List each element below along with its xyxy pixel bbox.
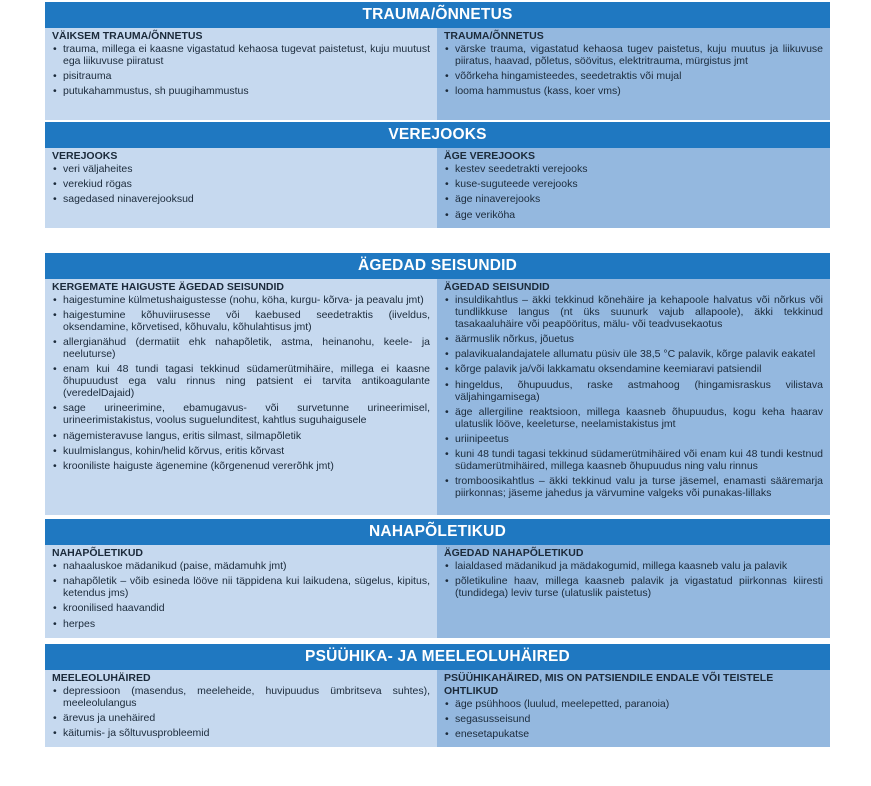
section-psuuhika: [45, 644, 830, 747]
item-list: [52, 44, 430, 98]
left-column: [45, 279, 437, 515]
column-title: PSÜÜHIKAHÄIRED, MIS ON PATSIENDILE ENDALE VÕI TEISTELE OHTLIKUD: [444, 672, 774, 697]
column-title: TRAUMA/ÕNNETUS: [444, 30, 544, 42]
list-item: • putukahammustus, sh puugihammustus: [52, 86, 430, 98]
list-item: • ärevus ja unehäired: [52, 713, 430, 725]
item-list: [444, 699, 823, 741]
section-header: VEREJOOKS: [45, 122, 830, 148]
right-column: [437, 545, 830, 638]
list-item: • herpes: [52, 619, 430, 631]
list-item: • allergianähud (dermatiit ehk nahapõletik, astma, heinanohu, keele- ja neeluturse): [52, 337, 430, 361]
list-item: • nägemisteravuse langus, eritis silmast, silmapõletik: [52, 431, 430, 443]
left-column: [45, 148, 437, 228]
left-column: [45, 545, 437, 638]
left-column: [45, 28, 437, 120]
section-nahapoletikud: [45, 519, 830, 638]
list-item: • krooniliste haiguste ägenemine (kõrgenenud vererõhk jmt): [52, 461, 430, 473]
list-item: • trauma, millega ei kaasne vigastatud kehaosa tugevat paistetust, kuju muutust ega liikuvuse piiratust: [52, 44, 430, 68]
list-item: • kestev seedetrakti verejooks: [444, 164, 823, 176]
section-header: NAHAPÕLETIKUD: [45, 519, 830, 545]
list-item: • äge allergiline reaktsioon, millega kaasneb õhupuudus, kogu keha haarav ulatuslik lööve, keeleturse, neelamistakistus jmt: [444, 407, 823, 431]
column-title: KERGEMATE HAIGUSTE ÄGEDAD SEISUNDID: [52, 281, 284, 293]
item-list: [444, 44, 823, 98]
list-item: • veri väljaheites: [52, 164, 430, 176]
list-item: • palavikualandajatele allumatu püsiv üle 38,5 °C palavik, kõrge palavik eakatel: [444, 349, 823, 361]
item-list: [52, 686, 430, 740]
right-column: [437, 148, 830, 228]
column-title: ÄGEDAD SEISUNDID: [444, 281, 550, 293]
list-item: • sagedased ninaverejooksud: [52, 194, 430, 206]
list-item: • nahapõletik – võib esineda lööve nii täppidena kui laikudena, sügelus, kipitus, ketendus jms): [52, 576, 430, 600]
list-item: • enam kui 48 tundi tagasi tekkinud südamerütmihäire, millega ei kaasne õhupuudust ega valu rinnus ning patsient ei tarvita antikoagulante (veredelDajaid): [52, 364, 430, 400]
item-list: [444, 561, 823, 600]
list-item: • looma hammustus (kass, koer vms): [444, 86, 823, 98]
column-title: VEREJOOKS: [52, 150, 118, 162]
column-title: ÄGEDAD NAHAPÕLETIKUD: [444, 547, 584, 559]
list-item: • kuni 48 tundi tagasi tekkinud südamerütmihäired või enam kui 48 tundi kestnud südamerütmihäired, millega kaasneb õhupuudus ning valu rinnus: [444, 449, 823, 473]
item-list: [444, 164, 823, 222]
column-title: NAHAPÕLETIKUD: [52, 547, 143, 559]
list-item: • enesetapukatse: [444, 729, 823, 741]
section-header: TRAUMA/ÕNNETUS: [45, 2, 830, 28]
left-column: [45, 670, 437, 747]
list-item: • äge veriköha: [444, 210, 823, 222]
list-item: • kroonilised haavandid: [52, 603, 430, 615]
list-item: • laialdased mädanikud ja mädakogumid, millega kaasneb valu ja palavik: [444, 561, 823, 573]
section-header: ÄGEDAD SEISUNDID: [45, 253, 830, 279]
list-item: • värske trauma, vigastatud kehaosa tugev paistetus, kuju muutus ja liikuvuse piiratus, haavad, põletus, söövitus, elektritrauma, mürgistus jmt: [444, 44, 823, 68]
list-item: • sage urineerimine, ebamugavus- või survetunne urineerimisel, urineerimistakistus, voolus suguelunditest, kahtlus suguhaigusele: [52, 403, 430, 427]
list-item: • segasusseisund: [444, 714, 823, 726]
right-column: [437, 279, 830, 515]
list-item: • pisitrauma: [52, 71, 430, 83]
item-list: [52, 164, 430, 206]
column-title: VÄIKSEM TRAUMA/ÕNNETUS: [52, 30, 203, 42]
section-verejooks: [45, 122, 830, 228]
section-agedad-seisundid: [45, 253, 830, 515]
list-item: • äärmuslik nõrkus, jõuetus: [444, 334, 823, 346]
list-item: • käitumis- ja sõltuvusprobleemid: [52, 728, 430, 740]
right-column: [437, 670, 830, 747]
list-item: • kõrge palavik ja/või lakkamatu oksendamine keemiaravi patsiendil: [444, 364, 823, 376]
list-item: • verekiud rögas: [52, 179, 430, 191]
item-list: [52, 295, 430, 473]
column-title: ÄGE VEREJOOKS: [444, 150, 536, 162]
list-item: • äge ninaverejooks: [444, 194, 823, 206]
section-trauma: [45, 2, 830, 120]
list-item: • tromboosikahtlus – äkki tekkinud valu ja turse jäsemel, enamasti sääremarja piirkonnas; jäseme jahedus ja värvumine valgeks või punakas-lillaks: [444, 476, 823, 500]
list-item: • depressioon (masendus, meeleheide, huvipuudus ümbritseva suhtes), meeleolulangus: [52, 686, 430, 710]
list-item: • haigestumine külmetushaigustesse (nohu, köha, kurgu- kõrva- ja peavalu jmt): [52, 295, 430, 307]
list-item: • põletikuline haav, millega kaasneb palavik ja vigastatud piirkonnas kiiresti (tundidega) leviv turse (ulatuslik paistetus): [444, 576, 823, 600]
section-header: PSÜÜHIKA- JA MEELEOLUHÄIRED: [45, 644, 830, 670]
list-item: • insuldikahtlus – äkki tekkinud kõnehäire ja kehapoole halvatus või nõrkus või tundlikkuse langus (nt üks suunurk vajub allapoole), äkki tekkinud tasakaaluhäire või peapööritus, mälu- või teadvusekaotus: [444, 295, 823, 331]
right-column: [437, 28, 830, 120]
list-item: • kuulmislangus, kohin/helid kõrvus, eritis kõrvast: [52, 446, 430, 458]
list-item: • kuse-suguteede verejooks: [444, 179, 823, 191]
list-item: • hingeldus, õhupuudus, raske astmahoog (hingamisraskus vilistava väljahingamisega): [444, 380, 823, 404]
list-item: • äge psühhoos (luulud, meelepetted, paranoia): [444, 699, 823, 711]
item-list: [444, 295, 823, 500]
column-title: MEELEOLUHÄIRED: [52, 672, 151, 684]
list-item: • haigestumine kõhuviirusesse või kaebused seedetraktis (iiveldus, oksendamine, kõrvetised, kõhuvalu, kõhulahtisus jmt): [52, 310, 430, 334]
list-item: • nahaaluskoe mädanikud (paise, mädamuhk jmt): [52, 561, 430, 573]
list-item: • võõrkeha hingamisteedes, seedetraktis või mujal: [444, 71, 823, 83]
list-item: • uriinipeetus: [444, 434, 823, 446]
item-list: [52, 561, 430, 630]
